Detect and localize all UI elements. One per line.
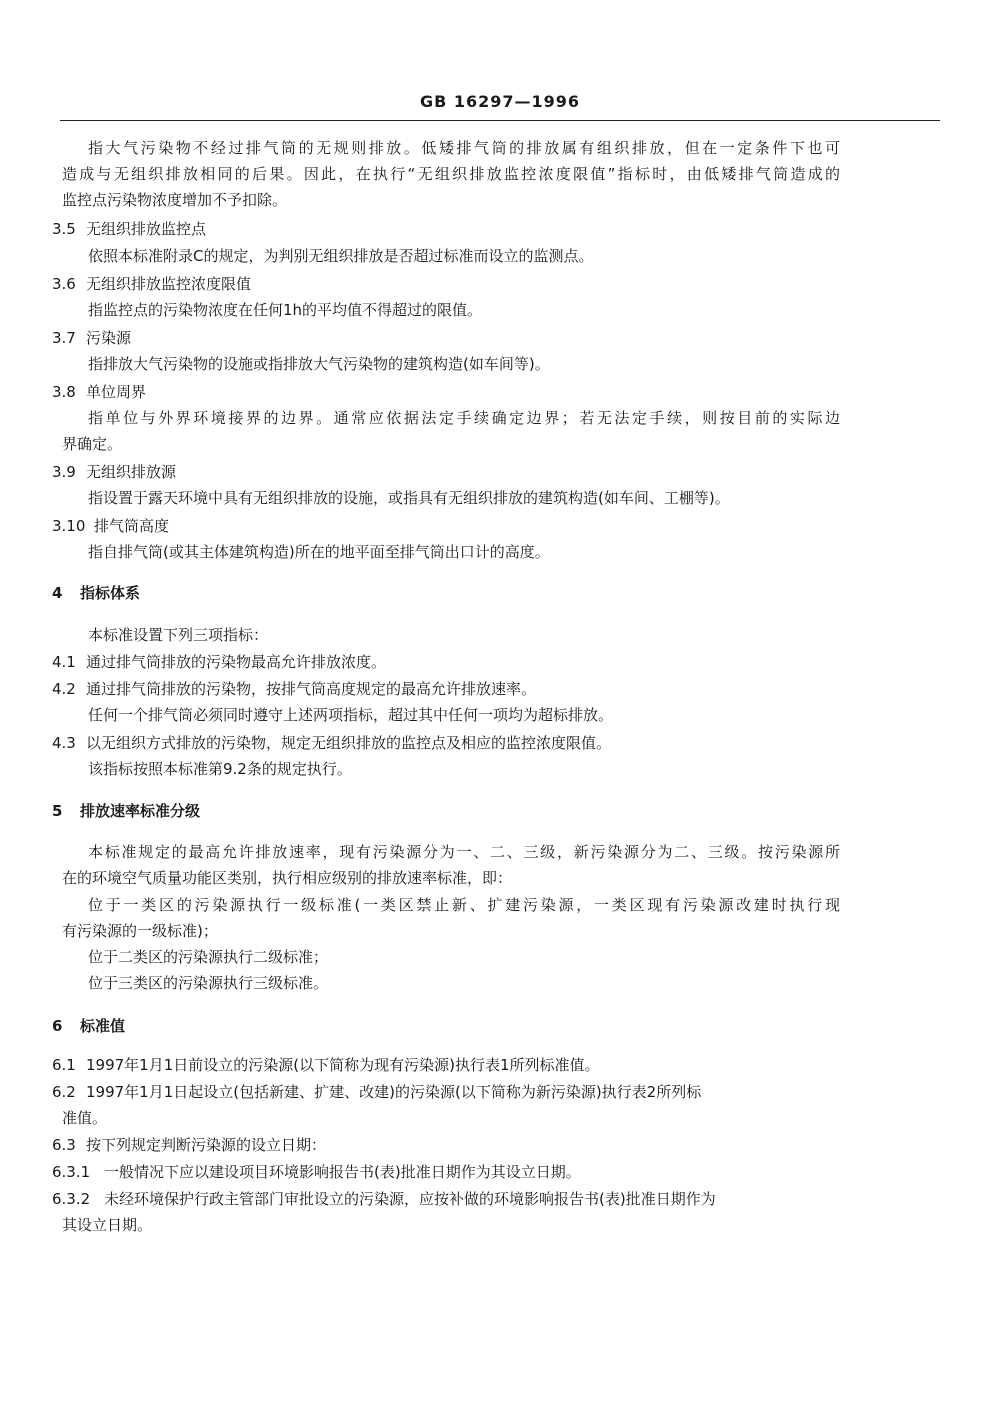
clause-6-3-2-cont: 其设立日期。	[62, 1216, 153, 1234]
clause-3-8-text: 指单位与外界环境接界的边界。通常应依据法定手续确定边界；若无法定手续，则按目前的实际边	[88, 409, 840, 427]
clause-3-10-heading	[52, 515, 169, 537]
clause-text: 通过排气筒排放的污染物最高允许排放浓度。	[86, 653, 387, 671]
clause-4-3	[52, 732, 611, 754]
clause-text: 按下列规定判断污染源的设立日期：	[86, 1136, 327, 1154]
clause-text: 未经环境保护行政主管部门审批设立的污染源，应按补做的环境影响报告书(表)批准日期作为	[104, 1190, 716, 1208]
clause-number: 3.6	[52, 275, 76, 293]
clause-3-7-text: 指排放大气污染物的设施或指排放大气污染物的建筑构造(如车间等)。	[88, 355, 550, 373]
clause-number: 3.9	[52, 463, 76, 481]
section-number: 5	[52, 802, 63, 820]
clause-6-2-cont: 准值。	[62, 1109, 108, 1127]
document-number: GB 16297—1996	[419, 92, 581, 111]
section-title: 排放速率标准分级	[80, 802, 201, 820]
clause-number: 4.2	[52, 680, 76, 698]
clause-title: 无组织排放源	[86, 463, 177, 481]
clause-3-8-text: 界确定。	[62, 435, 123, 453]
clause-4-2	[52, 678, 536, 700]
clause-title: 污染源	[86, 329, 132, 347]
clause-title: 排气筒高度	[94, 517, 170, 535]
clause-text: 一般情况下应以建设项目环境影响报告书(表)批准日期作为其设立日期。	[104, 1163, 581, 1181]
section-6-heading	[52, 1015, 125, 1037]
clause-6-3-1	[52, 1161, 581, 1183]
paragraph-line: 位于三类区的污染源执行三级标准。	[88, 974, 329, 992]
clause-6-2	[52, 1081, 701, 1103]
clause-text: 以无组织方式排放的污染物，规定无组织排放的监控点及相应的监控浓度限值。	[86, 734, 612, 752]
clause-number: 6.3.1	[52, 1163, 91, 1181]
clause-number: 3.7	[52, 329, 76, 347]
section-4-intro: 本标准设置下列三项指标：	[88, 626, 269, 644]
clause-6-1	[52, 1054, 600, 1076]
clause-title: 单位周界	[86, 383, 147, 401]
clause-number: 3.8	[52, 383, 76, 401]
clause-title: 无组织排放监控点	[86, 220, 207, 238]
section-4-heading	[52, 582, 140, 604]
clause-3-9-heading	[52, 461, 176, 483]
paragraph-line: 造成与无组织排放相同的后果。因此，在执行“无组织排放监控浓度限值”指标时，由低矮排气筒造成的	[62, 165, 840, 183]
clause-number: 6.3.2	[52, 1190, 91, 1208]
clause-number: 6.3	[52, 1136, 76, 1154]
clause-3-5-heading	[52, 218, 206, 240]
clause-number: 3.10	[52, 517, 86, 535]
clause-4-1	[52, 651, 386, 673]
section-number: 6	[52, 1017, 63, 1035]
clause-4-2-note: 任何一个排气筒必须同时遵守上述两项指标，超过其中任何一项均为超标排放。	[88, 706, 614, 724]
paragraph-line: 监控点污染物浓度增加不予扣除。	[62, 191, 288, 209]
paragraph-line: 位于二类区的污染源执行二级标准；	[88, 948, 329, 966]
clause-number: 6.1	[52, 1056, 76, 1074]
paragraph-line: 在的环境空气质量功能区类别，执行相应级别的排放速率标准，即：	[62, 869, 513, 887]
section-number: 4	[52, 584, 63, 602]
paragraph-line: 指大气污染物不经过排气筒的无规则排放。低矮排气筒的排放属有组织排放，但在一定条件下也可	[88, 139, 840, 157]
section-title: 指标体系	[80, 584, 141, 602]
clause-3-7-heading	[52, 327, 131, 349]
clause-3-10-text: 指自排气筒(或其主体建筑构造)所在的地平面至排气筒出口计的高度。	[88, 543, 550, 561]
section-title: 标准值	[80, 1017, 126, 1035]
paragraph-line: 本标准规定的最高允许排放速率，现有污染源分为一、二、三级，新污染源分为二、三级。按污染源所	[88, 843, 840, 861]
header-divider	[60, 120, 940, 121]
clause-text: 1997年1月1日前设立的污染源(以下简称为现有污染源)执行表1所列标准值。	[86, 1056, 600, 1074]
clause-title: 无组织排放监控浓度限值	[86, 275, 252, 293]
paragraph-line: 位于一类区的污染源执行一级标准(一类区禁止新、扩建污染源，一类区现有污染源改建时执行现	[88, 896, 840, 914]
clause-6-3	[52, 1134, 326, 1156]
clause-number: 4.3	[52, 734, 76, 752]
clause-3-5-text: 依照本标准附录C的规定，为判别无组织排放是否超过标准而设立的监测点。	[88, 247, 594, 265]
clause-number: 4.1	[52, 653, 76, 671]
clause-3-9-text: 指设置于露天环境中具有无组织排放的设施，或指具有无组织排放的建筑构造(如车间、工棚等)。	[88, 489, 730, 507]
clause-4-3-note: 该指标按照本标准第9.2条的规定执行。	[88, 760, 352, 778]
paragraph-line: 有污染源的一级标准)；	[62, 922, 218, 940]
clause-3-8-heading	[52, 381, 146, 403]
clause-3-6-heading	[52, 273, 251, 295]
clause-text: 通过排气筒排放的污染物，按排气筒高度规定的最高允许排放速率。	[86, 680, 537, 698]
clause-number: 3.5	[52, 220, 76, 238]
clause-3-6-text: 指监控点的污染物浓度在任何1h的平均值不得超过的限值。	[88, 301, 483, 319]
clause-text: 1997年1月1日起设立(包括新建、扩建、改建)的污染源(以下简称为新污染源)执行表2所列标	[86, 1083, 702, 1101]
section-5-heading	[52, 800, 200, 822]
clause-6-3-2	[52, 1188, 716, 1210]
clause-number: 6.2	[52, 1083, 76, 1101]
